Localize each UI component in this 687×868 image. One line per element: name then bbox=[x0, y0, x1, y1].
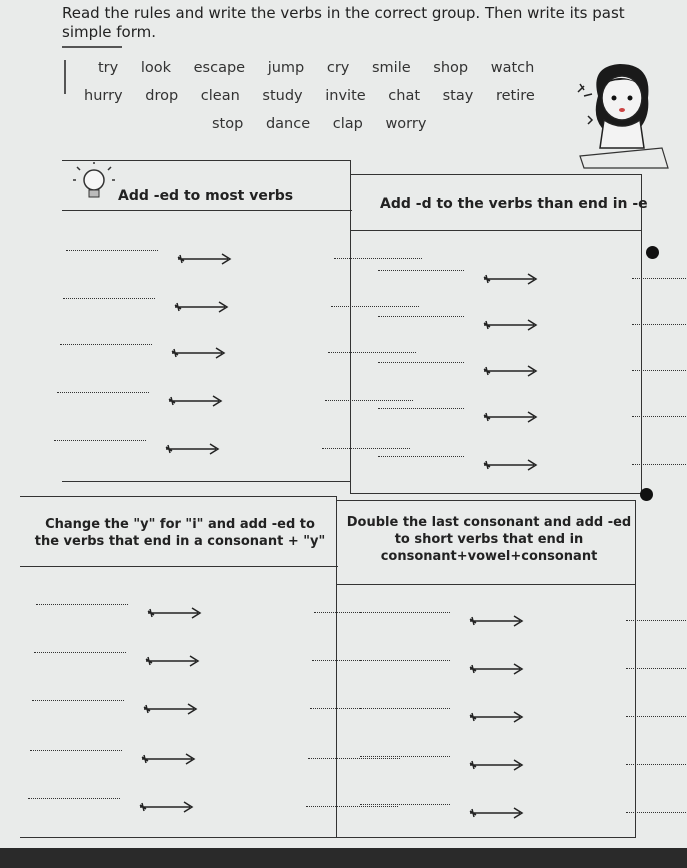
corner-mark bbox=[62, 46, 122, 48]
word: dance bbox=[265, 116, 311, 132]
word: clap bbox=[332, 116, 363, 132]
arrow-icon bbox=[468, 710, 528, 724]
arrow-icon bbox=[176, 252, 236, 266]
word: cry bbox=[326, 60, 350, 76]
word: jump bbox=[267, 60, 305, 76]
verb-blank[interactable] bbox=[378, 316, 464, 317]
past-form-blank[interactable] bbox=[322, 448, 410, 449]
arrow-icon bbox=[170, 346, 230, 360]
girl-illustration bbox=[570, 56, 670, 171]
word: invite bbox=[325, 88, 366, 104]
arrow-icon bbox=[144, 654, 204, 668]
word: study bbox=[262, 88, 303, 104]
word: drop bbox=[145, 88, 179, 104]
box-header-divider bbox=[62, 210, 352, 211]
word-bank-row-1 bbox=[98, 60, 552, 76]
past-form-blank[interactable] bbox=[325, 400, 413, 401]
word: escape bbox=[193, 60, 246, 76]
arrow-icon bbox=[468, 614, 528, 628]
arrow-icon bbox=[482, 272, 542, 286]
verb-blank[interactable] bbox=[60, 344, 152, 345]
arrow-icon bbox=[164, 442, 224, 456]
verb-blank[interactable] bbox=[378, 362, 464, 363]
box-title-change-y bbox=[30, 516, 330, 550]
verb-blank[interactable] bbox=[36, 604, 128, 605]
rule-box-add-ed bbox=[62, 160, 351, 482]
box-title-double-consonant bbox=[344, 514, 634, 565]
word: retire bbox=[495, 88, 535, 104]
word: clean bbox=[200, 88, 240, 104]
word: shop bbox=[433, 60, 469, 76]
past-form-blank[interactable] bbox=[632, 278, 687, 279]
verb-blank[interactable] bbox=[378, 408, 464, 409]
verb-blank[interactable] bbox=[360, 660, 450, 661]
verb-blank[interactable] bbox=[34, 652, 126, 653]
verb-blank[interactable] bbox=[360, 804, 450, 805]
arrow-icon bbox=[142, 702, 202, 716]
past-form-blank[interactable] bbox=[328, 352, 416, 353]
verb-blank[interactable] bbox=[57, 392, 149, 393]
word: look bbox=[140, 60, 172, 76]
verb-blank[interactable] bbox=[32, 700, 124, 701]
verb-blank[interactable] bbox=[378, 270, 464, 271]
arrow-icon bbox=[482, 458, 542, 472]
rule-box-add-d bbox=[350, 174, 642, 494]
verb-blank[interactable] bbox=[378, 456, 464, 457]
arrow-icon bbox=[146, 606, 206, 620]
past-form-blank[interactable] bbox=[632, 370, 687, 371]
hole-punch-dot bbox=[640, 488, 653, 501]
arrow-icon bbox=[482, 410, 542, 424]
box-header-divider bbox=[20, 566, 338, 567]
past-form-blank[interactable] bbox=[626, 668, 687, 669]
past-form-blank[interactable] bbox=[626, 620, 687, 621]
past-form-blank[interactable] bbox=[306, 806, 398, 807]
word: stay bbox=[442, 88, 474, 104]
verb-blank[interactable] bbox=[54, 440, 146, 441]
arrow-icon bbox=[138, 800, 198, 814]
title-line: to short verbs that end in bbox=[394, 532, 584, 547]
word-bank-row-2 bbox=[84, 88, 553, 104]
past-form-blank[interactable] bbox=[632, 324, 687, 325]
arrow-icon bbox=[468, 758, 528, 772]
verb-blank[interactable] bbox=[360, 612, 450, 613]
word: chat bbox=[388, 88, 421, 104]
word: stop bbox=[212, 116, 244, 132]
past-form-blank[interactable] bbox=[632, 464, 687, 465]
instruction-text: Read the rules and write the verbs in the correct group. Then write its past simple form. bbox=[62, 4, 625, 41]
verb-blank[interactable] bbox=[63, 298, 155, 299]
verb-blank[interactable] bbox=[360, 756, 450, 757]
arrow-icon bbox=[468, 806, 528, 820]
title-line: Change the "y" for "i" and add -ed to bbox=[45, 517, 315, 532]
arrow-icon bbox=[140, 752, 200, 766]
word-bank-row-3 bbox=[212, 116, 444, 132]
past-form-blank[interactable] bbox=[334, 258, 422, 259]
verb-blank[interactable] bbox=[66, 250, 158, 251]
past-form-blank[interactable] bbox=[626, 716, 687, 717]
box-header-divider bbox=[336, 584, 636, 585]
box-title-add-d: Add -d to the verbs than end in -e bbox=[380, 196, 648, 212]
verb-blank[interactable] bbox=[28, 798, 120, 799]
box-title-add-ed: Add -ed to most verbs bbox=[118, 188, 294, 204]
corner-mark bbox=[64, 60, 66, 94]
word: hurry bbox=[84, 88, 123, 104]
past-form-blank[interactable] bbox=[626, 764, 687, 765]
arrow-icon bbox=[482, 318, 542, 332]
title-line: the verbs that end in a consonant + "y" bbox=[34, 534, 326, 549]
word: smile bbox=[372, 60, 411, 76]
verb-blank[interactable] bbox=[360, 708, 450, 709]
hole-punch-dot bbox=[646, 246, 659, 259]
past-form-blank[interactable] bbox=[308, 758, 400, 759]
box-header-divider bbox=[350, 230, 642, 231]
word: watch bbox=[490, 60, 535, 76]
past-form-blank[interactable] bbox=[626, 812, 687, 813]
verb-blank[interactable] bbox=[30, 750, 122, 751]
past-form-blank[interactable] bbox=[632, 416, 687, 417]
past-form-blank[interactable] bbox=[331, 306, 419, 307]
arrow-icon bbox=[167, 394, 227, 408]
word: worry bbox=[385, 116, 427, 132]
arrow-icon bbox=[482, 364, 542, 378]
title-line: consonant+vowel+consonant bbox=[380, 549, 598, 564]
arrow-icon bbox=[468, 662, 528, 676]
word: try bbox=[98, 60, 119, 76]
arrow-icon bbox=[173, 300, 233, 314]
title-line: Double the last consonant and add -ed bbox=[346, 515, 632, 530]
